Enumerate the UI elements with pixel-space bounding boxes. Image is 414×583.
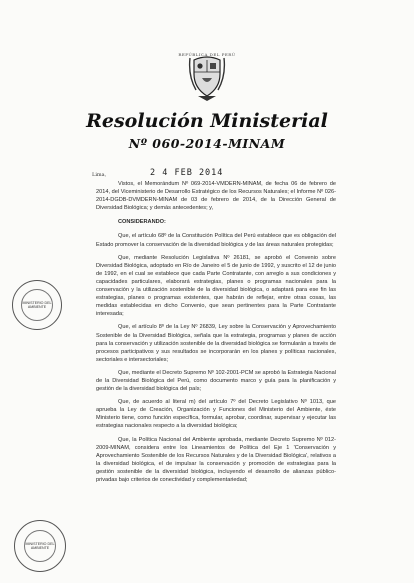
paragraph: Que, mediante Resolución Legislativa Nº 26181, se aprobó el Convenio sobre Diversidad Biológica, adoptado en Río de Janeiro el 5 de junio de 1992, y suscrito el 12 de junio de 1992, en el cual se establece que cada Parte Contratante, con arreglo a sus condiciones y capacidades particulares, elaborará estrategias, planes o programas nacionales para la conservación y la utilización sostenible de la diversidad biológica, o adaptará para ese fin las estrategias, planes o programas existentes, que habrán de reflejar, entre otras cosas, las medidas establecidas en dicho Convenio, que sean pertinentes para la Parte Contratante interesada; — [96, 254, 336, 318]
paragraph: Que, el artículo 68º de la Constitución Política del Perú establece que es obligación del Estado promover la conservación de la diversidad biológica y de las áreas naturales protegidas; — [96, 233, 336, 248]
date-stamp: 2 4 FEB 2014 — [150, 168, 224, 178]
paragraph: Vistos, el Memorándum Nº 069-2014-VMDERN-MINAM, de fecha 06 de febrero de 2014, del Viceministerio de Desarrollo Estratégico de los Recursos Naturales; el Informe Nº 026-2014-DGDB-DVMDERN-MINAM de 03 de febrero de 2014, de la Dirección General de Diversidad Biológica; y demás antecedentes; y, — [96, 181, 336, 212]
considerando-heading: CONSIDERANDO: — [118, 219, 166, 226]
paragraph: Que, el artículo 8º de la Ley Nº 26839, Ley sobre la Conservación y Aprovechamiento Sostenible de la Diversidad Biológica, señala que la estrategia, programas y planes de acción para la conservación y utilización sostenible de la diversidad biológica se formularán a través de procesos participativos y sus resultados se incorporarán en los planes y políticas nacionales, sectoriales e intersectoriales; — [96, 324, 336, 363]
paragraph: Que, mediante el Decreto Supremo Nº 102-2001-PCM se aprobó la Estrategia Nacional de la Diversidad Biológica del Perú, como documento marco y guía para la planificación y gestión de la diversidad biológica del país; — [96, 369, 336, 393]
stamp-upper-text: MINISTERIO DEL AMBIENTE — [22, 301, 52, 309]
document-body — [96, 180, 336, 489]
header-label: REPÚBLICA DEL PERÚ — [178, 52, 236, 57]
paragraph: Que, la Política Nacional del Ambiente aprobada, mediante Decreto Supremo Nº 012-2009-MINAM, considera entre los Lineamientos de Política del Eje 1 'Conservación y Aprovechamiento Sostenible de los Recursos Naturales y de la Diversidad Biológica', relativos a la diversidad biológica, el de impulsar la conservación y promoción de estrategias para la gestión sostenible de la diversidad biológica, incluyendo el desarrollo de alianzas público-privadas bajo criterios de conectividad y complementariedad; — [96, 436, 336, 483]
ministry-stamp-lower — [14, 520, 66, 572]
stamp-lower-text: MINISTERIO DEL AMBIENTE — [25, 542, 55, 550]
resolution-number: Nº 060-2014-MINAM — [128, 136, 286, 151]
paragraph: Que, de acuerdo al literal m) del artículo 7º del Decreto Legislativo Nº 1013, que aprueba la Ley de Creación, Organización y Funciones del Ministerio del Ambiente, éste Ministerio tiene, como función específica, formular, aprobar, coordinar, supervisar y ejecutar las estrategias nacionales respecto a la diversidad biológica; — [96, 399, 336, 430]
document-title: Resolución Ministerial — [86, 110, 328, 132]
ministry-stamp-upper — [12, 280, 62, 330]
place-label: Lima, — [92, 172, 107, 178]
coat-of-arms-emblem — [188, 56, 226, 102]
